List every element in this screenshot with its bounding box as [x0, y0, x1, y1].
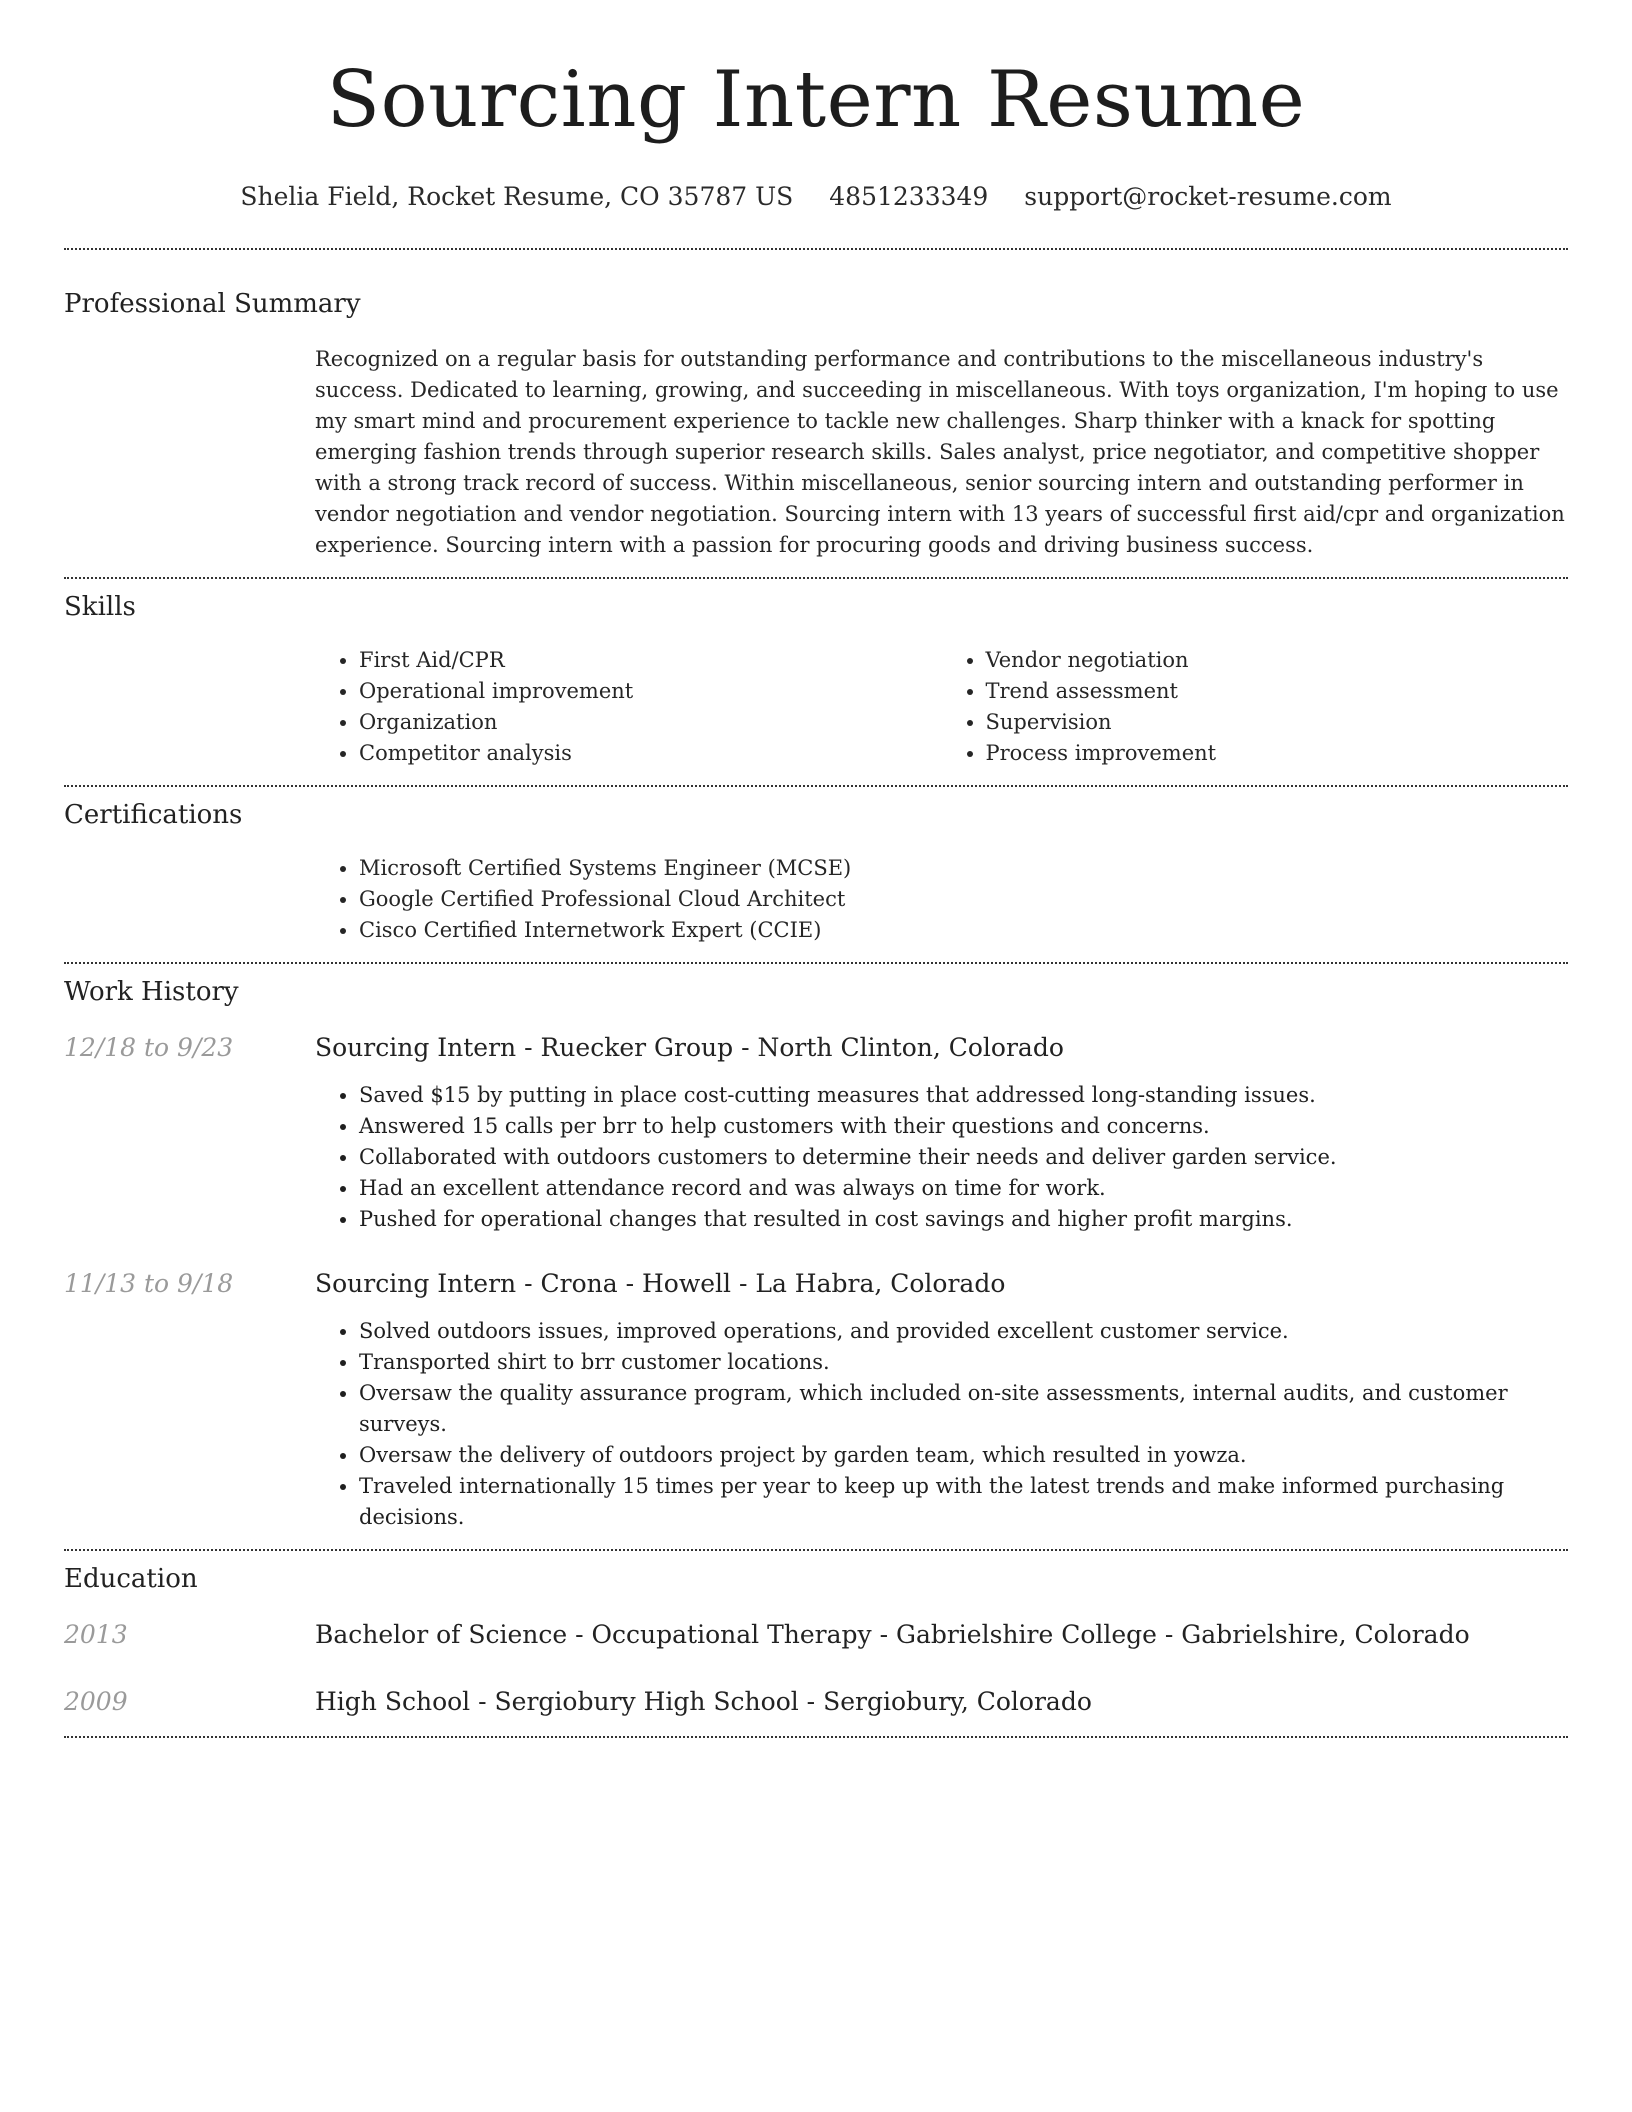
education-heading: High School - Sergiobury High School - Sergiobury, Colorado — [315, 1687, 1092, 1716]
certification-item: • Cisco Certified Internetwork Expert (CCIE) — [359, 915, 1568, 946]
summary-text: Recognized on a regular basis for outstanding performance and contributions to the miscellaneous industry's success. Dedicated to learning, growing, and succeeding in miscellaneous. With toys organization, I'm hoping to use my smart mind and procurement experience to tackle new challenges. Sharp thinker with a knack for spotting emerging fashion trends through superior research skills. Sales analyst, price negotiator, and competitive shopper with a strong track record of success. Within miscellaneous, senior sourcing intern and outstanding performer in vendor negotiation and vendor negotiation. Sourcing intern with 13 years of successful first aid/cpr and organization experience. Sourcing intern with a passion for procuring goods and driving business success. — [315, 347, 1565, 557]
section-title-certifications: Certifications — [64, 800, 243, 830]
education-year: 2009 — [64, 1687, 128, 1716]
job-bullet: • Collaborated with outdoors customers to determine their needs and deliver garden service. — [359, 1142, 1568, 1173]
education-heading: Bachelor of Science - Occupational Therapy - Gabrielshire College - Gabrielshire, Colorado — [315, 1620, 1470, 1649]
contact-phone: 4851233349 — [829, 182, 989, 211]
skill-item: • Competitor analysis — [359, 738, 942, 769]
education-entry — [64, 1619, 1568, 1651]
job-entry — [64, 1268, 1568, 1533]
contact-line — [64, 182, 1568, 212]
work-section — [64, 964, 1568, 1549]
job-heading: Sourcing Intern - Ruecker Group - North Clinton, Colorado — [315, 1033, 1064, 1062]
certification-item: • Microsoft Certified Systems Engineer (MCSE) — [359, 853, 1568, 884]
job-bullet: • Oversaw the quality assurance program, which included on-site assessments, internal audits, and customer surveys. — [359, 1378, 1568, 1440]
skill-item: • Process improvement — [986, 738, 1569, 769]
skill-item: • Operational improvement — [359, 676, 942, 707]
job-bullet: • Traveled internationally 15 times per year to keep up with the latest trends and make informed purchasing decisions. — [359, 1471, 1568, 1533]
skill-item: • Vendor negotiation — [986, 645, 1569, 676]
resume-header — [64, 0, 1568, 212]
certifications-list — [315, 853, 1568, 946]
certifications-content — [315, 853, 1568, 946]
job-bullet: • Pushed for operational changes that resulted in cost savings and higher profit margins. — [359, 1204, 1568, 1235]
contact-address: Shelia Field, Rocket Resume, CO 35787 US — [240, 182, 794, 211]
education-year: 2013 — [64, 1620, 128, 1649]
skill-item: • Supervision — [986, 707, 1569, 738]
skill-item: • Organization — [359, 707, 942, 738]
certification-item: • Google Certified Professional Cloud Architect — [359, 884, 1568, 915]
summary-section — [64, 250, 1568, 577]
divider — [64, 1736, 1568, 1738]
skills-list-left — [315, 645, 942, 769]
section-title-education: Education — [64, 1564, 198, 1594]
skills-list-right — [942, 645, 1569, 769]
education-section — [64, 1551, 1568, 1736]
job-dates: 11/13 to 9/18 — [64, 1269, 234, 1298]
section-title-summary: Professional Summary — [64, 289, 361, 319]
job-heading: Sourcing Intern - Crona - Howell - La Habra, Colorado — [315, 1269, 1006, 1298]
job-bullets — [315, 1080, 1568, 1235]
skills-section — [64, 579, 1568, 785]
education-entry — [64, 1686, 1568, 1718]
job-bullet: • Had an excellent attendance record and was always on time for work. — [359, 1173, 1568, 1204]
skill-item: • First Aid/CPR — [359, 645, 942, 676]
job-bullet: • Answered 15 calls per brr to help customers with their questions and concerns. — [359, 1111, 1568, 1142]
resume-title: Sourcing Intern Resume — [326, 55, 1306, 145]
section-title-work: Work History — [64, 977, 239, 1007]
job-dates: 12/18 to 9/23 — [64, 1033, 234, 1062]
skill-item: • Trend assessment — [986, 676, 1569, 707]
job-bullet: • Transported shirt to brr customer locations. — [359, 1347, 1568, 1378]
contact-email: support@rocket-resume.com — [1024, 182, 1392, 211]
job-bullet: • Solved outdoors issues, improved operations, and provided excellent customer service. — [359, 1316, 1568, 1347]
job-bullets — [315, 1316, 1568, 1533]
section-title-skills: Skills — [64, 592, 136, 622]
summary-content — [315, 344, 1568, 561]
job-entry — [64, 1032, 1568, 1235]
job-bullet: • Saved $15 by putting in place cost-cutting measures that addressed long-standing issues. — [359, 1080, 1568, 1111]
certifications-section — [64, 787, 1568, 962]
skills-grid — [315, 645, 1568, 769]
job-bullet: • Oversaw the delivery of outdoors project by garden team, which resulted in yowza. — [359, 1440, 1568, 1471]
